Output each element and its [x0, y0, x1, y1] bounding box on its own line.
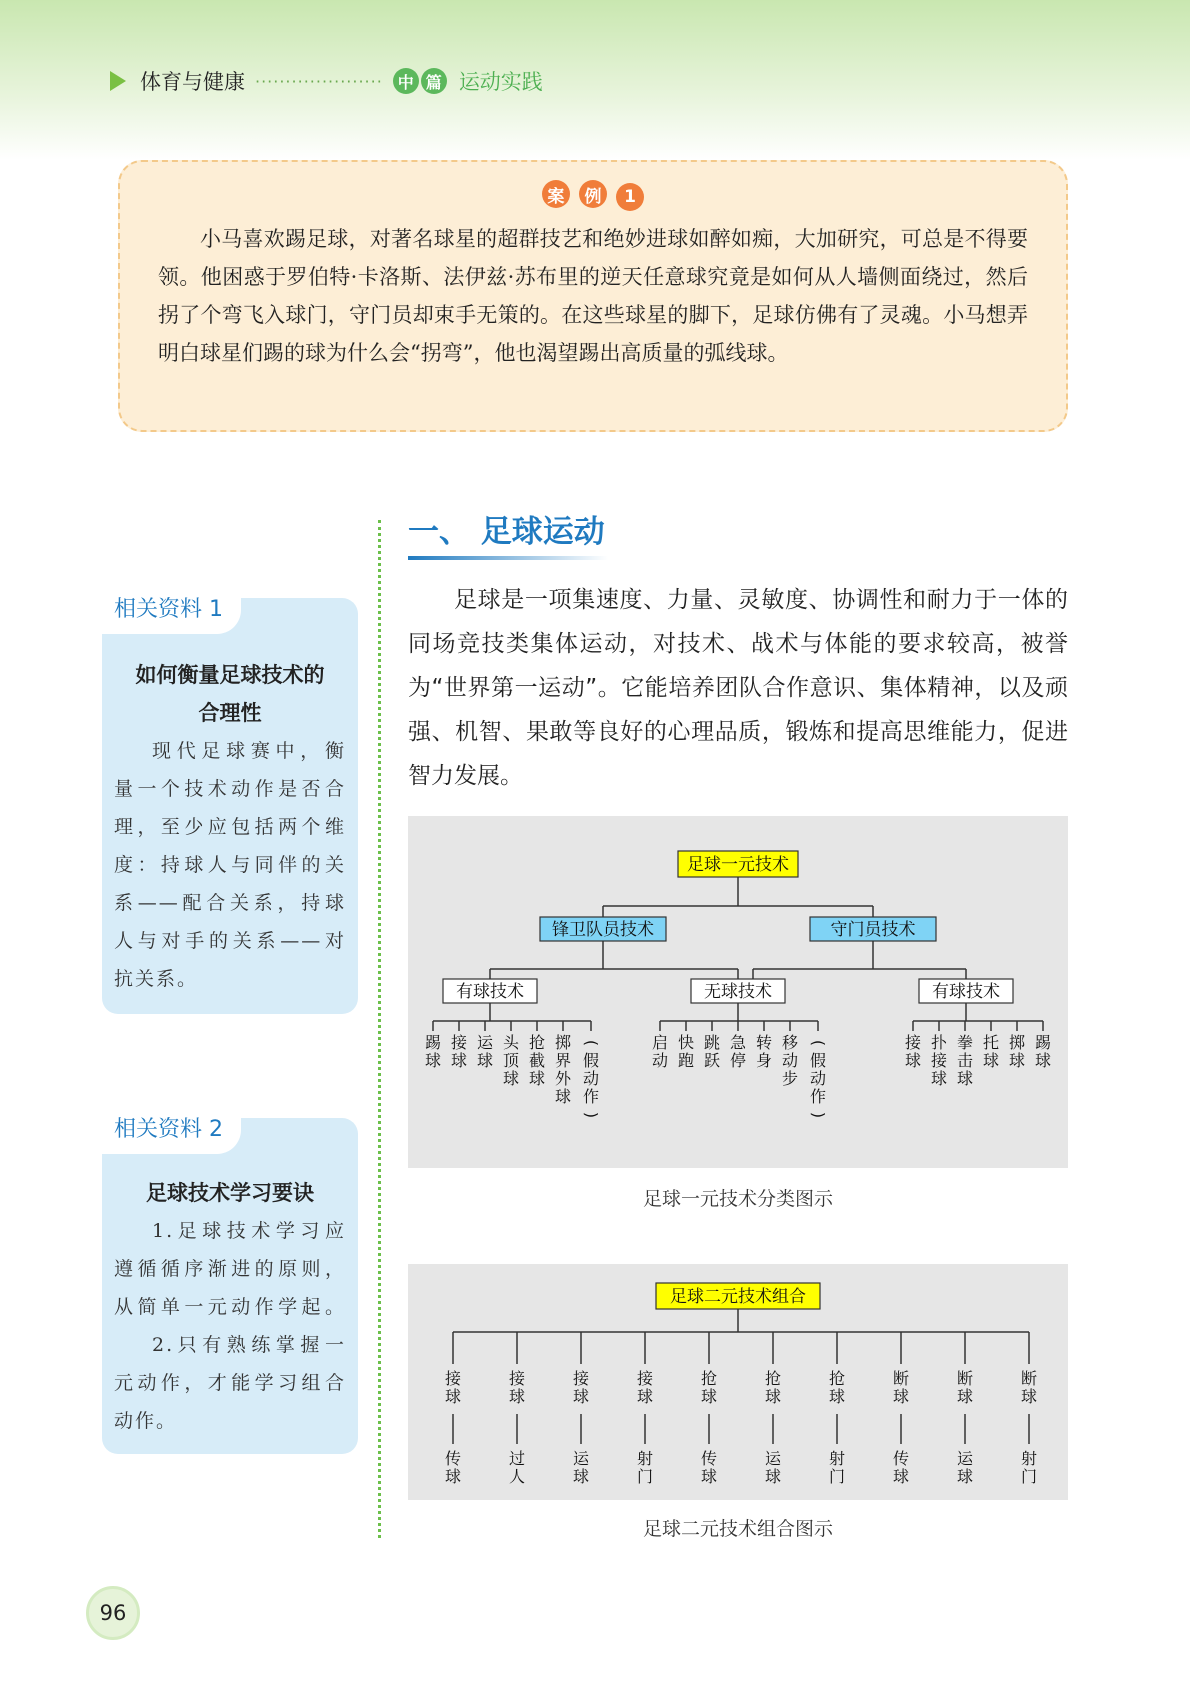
gk-leaf: 球 [956, 1069, 974, 1088]
combo-first: 断 [1020, 1369, 1038, 1388]
combo-second: 射 [636, 1449, 654, 1468]
diagram-combo-tech-caption: 足球二元技术组合图示 [642, 1518, 833, 1540]
with-ball-leaf: 球 [450, 1051, 468, 1070]
intro-paragraph: 足球是一项集速度、力量、灵敏度、协调性和耐力于一体的同场竞技类集体运动，对技术、战术与体能的要求较高，被誉为“世界第一运动”。它能培养团队合作意识、集体精神，以及顽强、机智、果敢等良好的心理品质，锻炼和提高思维能力，促进智力发展。 [408, 587, 1068, 789]
header-dots: ····················· [255, 71, 383, 91]
combo-second: 传 [700, 1449, 718, 1468]
case-badge-2: 例 [579, 180, 607, 208]
gk-leaf: 球 [930, 1069, 948, 1088]
gk-leaf: 球 [982, 1051, 1000, 1070]
without-ball-leaf: ) [809, 1111, 828, 1119]
side-note-2-tab: 相关资料 2 [102, 1106, 241, 1154]
with-ball-leaf: 球 [502, 1069, 520, 1088]
combo-first: 抢 [828, 1369, 846, 1388]
with-ball-leaf: 接 [450, 1033, 468, 1052]
side2-line: 从简单一元动作学起。 [114, 1296, 346, 1318]
with-ball-leaf: 踢 [424, 1033, 442, 1052]
combo-first: 接 [636, 1369, 654, 1388]
combo-second: 门 [636, 1467, 654, 1486]
combo-first: 抢 [764, 1369, 782, 1388]
gk-leaf: 扑 [930, 1033, 948, 1052]
side1-line: 理，至少应包括两个维 [114, 816, 346, 838]
combo-first: 接 [572, 1369, 590, 1388]
diagram-single-tech-svg [408, 816, 1068, 1168]
side-note-2 [102, 1118, 358, 1454]
combo-first: 球 [700, 1387, 718, 1406]
combo-first: 球 [636, 1387, 654, 1406]
side1-line: 度：持球人与同伴的关 [114, 854, 346, 876]
with-ball-leaf: 作 [582, 1087, 600, 1106]
combo-second: 运 [572, 1449, 590, 1468]
side2-line: 元动作，才能学习组合 [114, 1372, 346, 1394]
side-note-1-heading [116, 656, 344, 732]
side-note-2-heading: 足球技术学习要诀 [146, 1181, 314, 1205]
page-number: 96 [86, 1586, 140, 1640]
without-ball-leaf: 急 [729, 1033, 747, 1052]
with-ball-leaf: 球 [424, 1051, 442, 1070]
gk-leaf: 踢 [1034, 1033, 1052, 1052]
combo-second: 传 [444, 1449, 462, 1468]
combo-second: 球 [572, 1467, 590, 1486]
without-ball-leaf: 停 [729, 1051, 747, 1070]
diagram-combo-tech [408, 1264, 1068, 1500]
without-ball-leaf: 假 [809, 1051, 827, 1070]
case-title [120, 180, 1066, 211]
with-ball-leaf: 动 [582, 1069, 600, 1088]
combo-second: 球 [764, 1467, 782, 1486]
combo-second: 球 [444, 1467, 462, 1486]
combo-first: 球 [956, 1387, 974, 1406]
gk-with-ball-label: 有球技术 [932, 982, 1000, 1002]
gk-leaf: 接 [930, 1051, 948, 1070]
without-ball-leaf: ( [809, 1039, 828, 1047]
with-ball-leaf: 运 [476, 1033, 494, 1052]
side2-line: 动作。 [114, 1410, 178, 1432]
combo-second: 运 [764, 1449, 782, 1468]
diagram-combo-tech-svg [408, 1264, 1068, 1500]
without-ball-leaf: 转 [755, 1033, 773, 1052]
section-title: 一、 足球运动 [408, 514, 605, 550]
gk-leaf: 掷 [1008, 1033, 1026, 1052]
diagram-single-tech-caption: 足球一元技术分类图示 [642, 1188, 833, 1210]
with-ball-leaf: 抢 [528, 1033, 546, 1052]
with-ball-leaf: 界 [554, 1051, 572, 1070]
combo-second: 运 [956, 1449, 974, 1468]
combo-first: 球 [444, 1387, 462, 1406]
combo-second: 门 [828, 1467, 846, 1486]
combo-second: 传 [892, 1449, 910, 1468]
with-ball-leaf: 球 [554, 1087, 572, 1106]
side1-line: 系——配合关系，持球 [114, 892, 346, 914]
with-ball-leaf: 外 [554, 1069, 572, 1088]
combo-second: 球 [892, 1467, 910, 1486]
title-underline [408, 556, 608, 560]
combo-first: 接 [508, 1369, 526, 1388]
with-ball-leaf: 头 [502, 1033, 520, 1052]
without-ball-leaf: 跳 [703, 1033, 721, 1052]
combo-first: 球 [828, 1387, 846, 1406]
part-badge-2: 篇 [421, 68, 447, 94]
combo-second: 射 [1020, 1449, 1038, 1468]
case-text: 小马喜欢踢足球，对著名球星的超群技艺和绝妙进球如醉如痴，大加研究，可总是不得要领。他困惑于罗伯特·卡洛斯、法伊兹·苏布里的逆天任意球究竟是如何从人墙侧面绕过，然后拐了个弯飞入球门，守门员却束手无策的。在这些球星的脚下，足球仿佛有了灵魂。小马想弄明白球星们踢的球为什么会“拐弯”，他也渴望踢出高质量的弧线球。 [158, 227, 1028, 365]
field-player-label: 锋卫队员技术 [552, 920, 654, 940]
part-badge-1: 中 [393, 68, 419, 94]
combo-first: 接 [444, 1369, 462, 1388]
goalkeeper-label: 守门员技术 [830, 920, 916, 940]
without-ball-leaf: 启 [651, 1033, 669, 1052]
gk-leaf: 击 [956, 1051, 974, 1070]
gk-leaf: 球 [904, 1051, 922, 1070]
combo-second: 过 [508, 1449, 526, 1468]
combo-first: 球 [508, 1387, 526, 1406]
combo-second: 人 [508, 1467, 526, 1486]
without-ball-leaf: 步 [781, 1069, 799, 1088]
case-badge-1: 案 [542, 180, 570, 208]
gk-leaf: 拳 [956, 1033, 974, 1052]
combo-first: 断 [892, 1369, 910, 1388]
gk-leaf: 球 [1008, 1051, 1026, 1070]
book-title: 体育与健康 [140, 70, 245, 94]
side-note-1 [102, 598, 358, 1014]
combo-first: 球 [892, 1387, 910, 1406]
without-ball-leaf: 动 [809, 1069, 827, 1088]
combo-second: 门 [1020, 1467, 1038, 1486]
without-ball-leaf: 作 [809, 1087, 827, 1106]
with-ball-leaf: 球 [528, 1069, 546, 1088]
side1-line: 量一个技术动作是否合 [114, 778, 346, 800]
without-ball-leaf: 跑 [677, 1051, 695, 1070]
combo-first: 断 [956, 1369, 974, 1388]
with-ball-leaf: ) [582, 1111, 601, 1119]
gk-leaf: 托 [982, 1033, 1000, 1052]
without-ball-leaf: 动 [651, 1051, 669, 1070]
with-ball-leaf: 截 [528, 1051, 546, 1070]
side1-line: 人与对手的关系——对 [114, 930, 346, 952]
side1-line: 现代足球赛中，衡 [152, 740, 346, 762]
case-box [118, 160, 1068, 432]
side-note-1-text [114, 732, 346, 998]
with-ball-leaf: 假 [582, 1051, 600, 1070]
root-label: 足球一元技术 [687, 855, 789, 875]
combo-first: 球 [1020, 1387, 1038, 1406]
side-note-2-text [114, 1212, 346, 1440]
without-ball-leaf: 快 [677, 1033, 695, 1052]
side2-line: 1.足球技术学习应 [152, 1220, 346, 1242]
with-ball-leaf: 掷 [554, 1033, 572, 1052]
combo-first: 球 [572, 1387, 590, 1406]
side2-line: 2.只有熟练掌握一 [152, 1334, 346, 1356]
diagram-single-tech [408, 816, 1068, 1168]
side-note-1-tab: 相关资料 1 [102, 586, 241, 634]
case-badge-number: 1 [616, 183, 644, 211]
without-ball-label: 无球技术 [704, 982, 772, 1002]
with-ball-label: 有球技术 [456, 982, 524, 1002]
side-note-1-heading-line2: 合理性 [198, 701, 262, 725]
combo-second: 球 [700, 1467, 718, 1486]
play-arrow-icon [110, 71, 126, 91]
header-section: 运动实践 [458, 70, 543, 94]
with-ball-leaf: 球 [476, 1051, 494, 1070]
combo-first: 抢 [700, 1369, 718, 1388]
gk-leaf: 接 [904, 1033, 922, 1052]
without-ball-leaf: 身 [755, 1051, 773, 1070]
divider-line [378, 520, 381, 1538]
page-header [110, 64, 543, 98]
without-ball-leaf: 移 [781, 1033, 799, 1052]
side2-line: 遵循循序渐进的原则， [114, 1258, 346, 1280]
with-ball-leaf: 顶 [502, 1051, 520, 1070]
combo-first: 球 [764, 1387, 782, 1406]
side1-line: 抗关系。 [114, 968, 199, 990]
side-note-1-heading-line1: 如何衡量足球技术的 [135, 663, 325, 687]
without-ball-leaf: 动 [781, 1051, 799, 1070]
combo-second: 球 [956, 1467, 974, 1486]
combo-root-label: 足球二元技术组合 [670, 1287, 806, 1307]
gk-leaf: 球 [1034, 1051, 1052, 1070]
combo-second: 射 [828, 1449, 846, 1468]
without-ball-leaf: 跃 [703, 1051, 721, 1070]
with-ball-leaf: ( [582, 1039, 601, 1047]
